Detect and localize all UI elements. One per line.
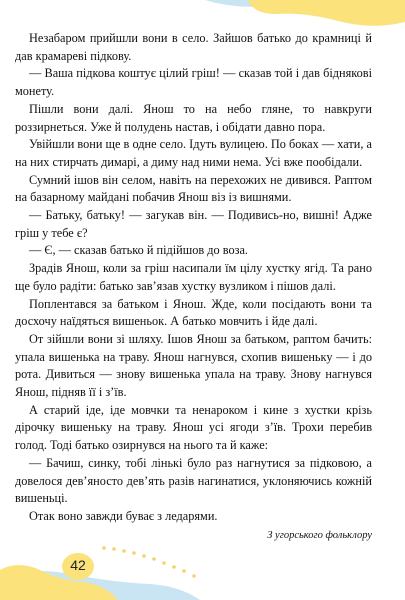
dotted-line — [102, 546, 196, 578]
page-number: 42 — [70, 557, 86, 573]
paragraph: — Бачиш, синку, тобі лінькі було раз нагнутися за підковою, а довелося дев’яносто дев’ять разів нагинатися, уклоняючись кожній вишеньці. — [15, 455, 372, 506]
paragraph: Поплентався за батьком і Янош. Жде, коли посідають вони та досхочу наїдяться вишеньок. А батько мовчить і йде далі. — [15, 296, 372, 329]
source-attribution: З угорського фольклору — [267, 529, 372, 541]
paragraph: Отак воно завжди буває з ледарями. — [29, 508, 218, 523]
top-yellow-wave — [248, 0, 405, 26]
paragraph: Сумний ішов він селом, навіть на перехожих не дивився. Раптом на базарному майдані побачив Янош віз із вишнями. — [15, 172, 372, 205]
story-text — [15, 30, 372, 543]
paragraph: — Є, — сказав батько й підійшов до воза. — [29, 243, 249, 258]
paragraph: Пішли вони далі. Янош то на небо гляне, то навкруги роззирнеться. Уже й полудень настав, і обідати давно пора. — [15, 101, 372, 134]
paragraph: — Ваша підкова коштує цілий гріш! — сказав той і дав бідняковi монету. — [15, 66, 372, 99]
paragraph: Увійшли вони ще в одне село. Ідуть вулицею. По боках — хати, а на них стирчать димарі, а диму над ними нема. Усі вже пообідали. — [15, 137, 372, 169]
paragraph: — Батьку, батьку! — загукав він. — Подивись-но, вишні! Адже гріш у тебе є? — [15, 208, 372, 240]
bottom-decorative-band — [0, 540, 405, 600]
paragraph: От зійшли вони зі шляху. Ішов Янош за батьком, раптом бачить: упала вишенька на траву. Янош нагнувся, схопив вишеньку — і до рота. Дивиться — знову вишенька упала на траву. Знову нагнувся Янош, підняв її і з’їв. — [15, 331, 372, 400]
paragraph: Незабаром прийшли вони в село. Зайшов батько до крамниці й дав крамареві підкову. — [15, 31, 372, 63]
paragraph: Зрадів Янош, коли за гріш насипали їм цілу хустку ягід. Та рано ще було радіти: батько зав’язав хустку вузликом і пішов далі. — [15, 261, 372, 293]
paragraph: А старий іде, іде мовчки та ненароком і кине з хустки крізь дірочку вишеньку на траву. Янош усі ягоди з’їв. Трохи перебив голод. Тоді батько озирнувся на нього та й каже: — [15, 402, 372, 453]
